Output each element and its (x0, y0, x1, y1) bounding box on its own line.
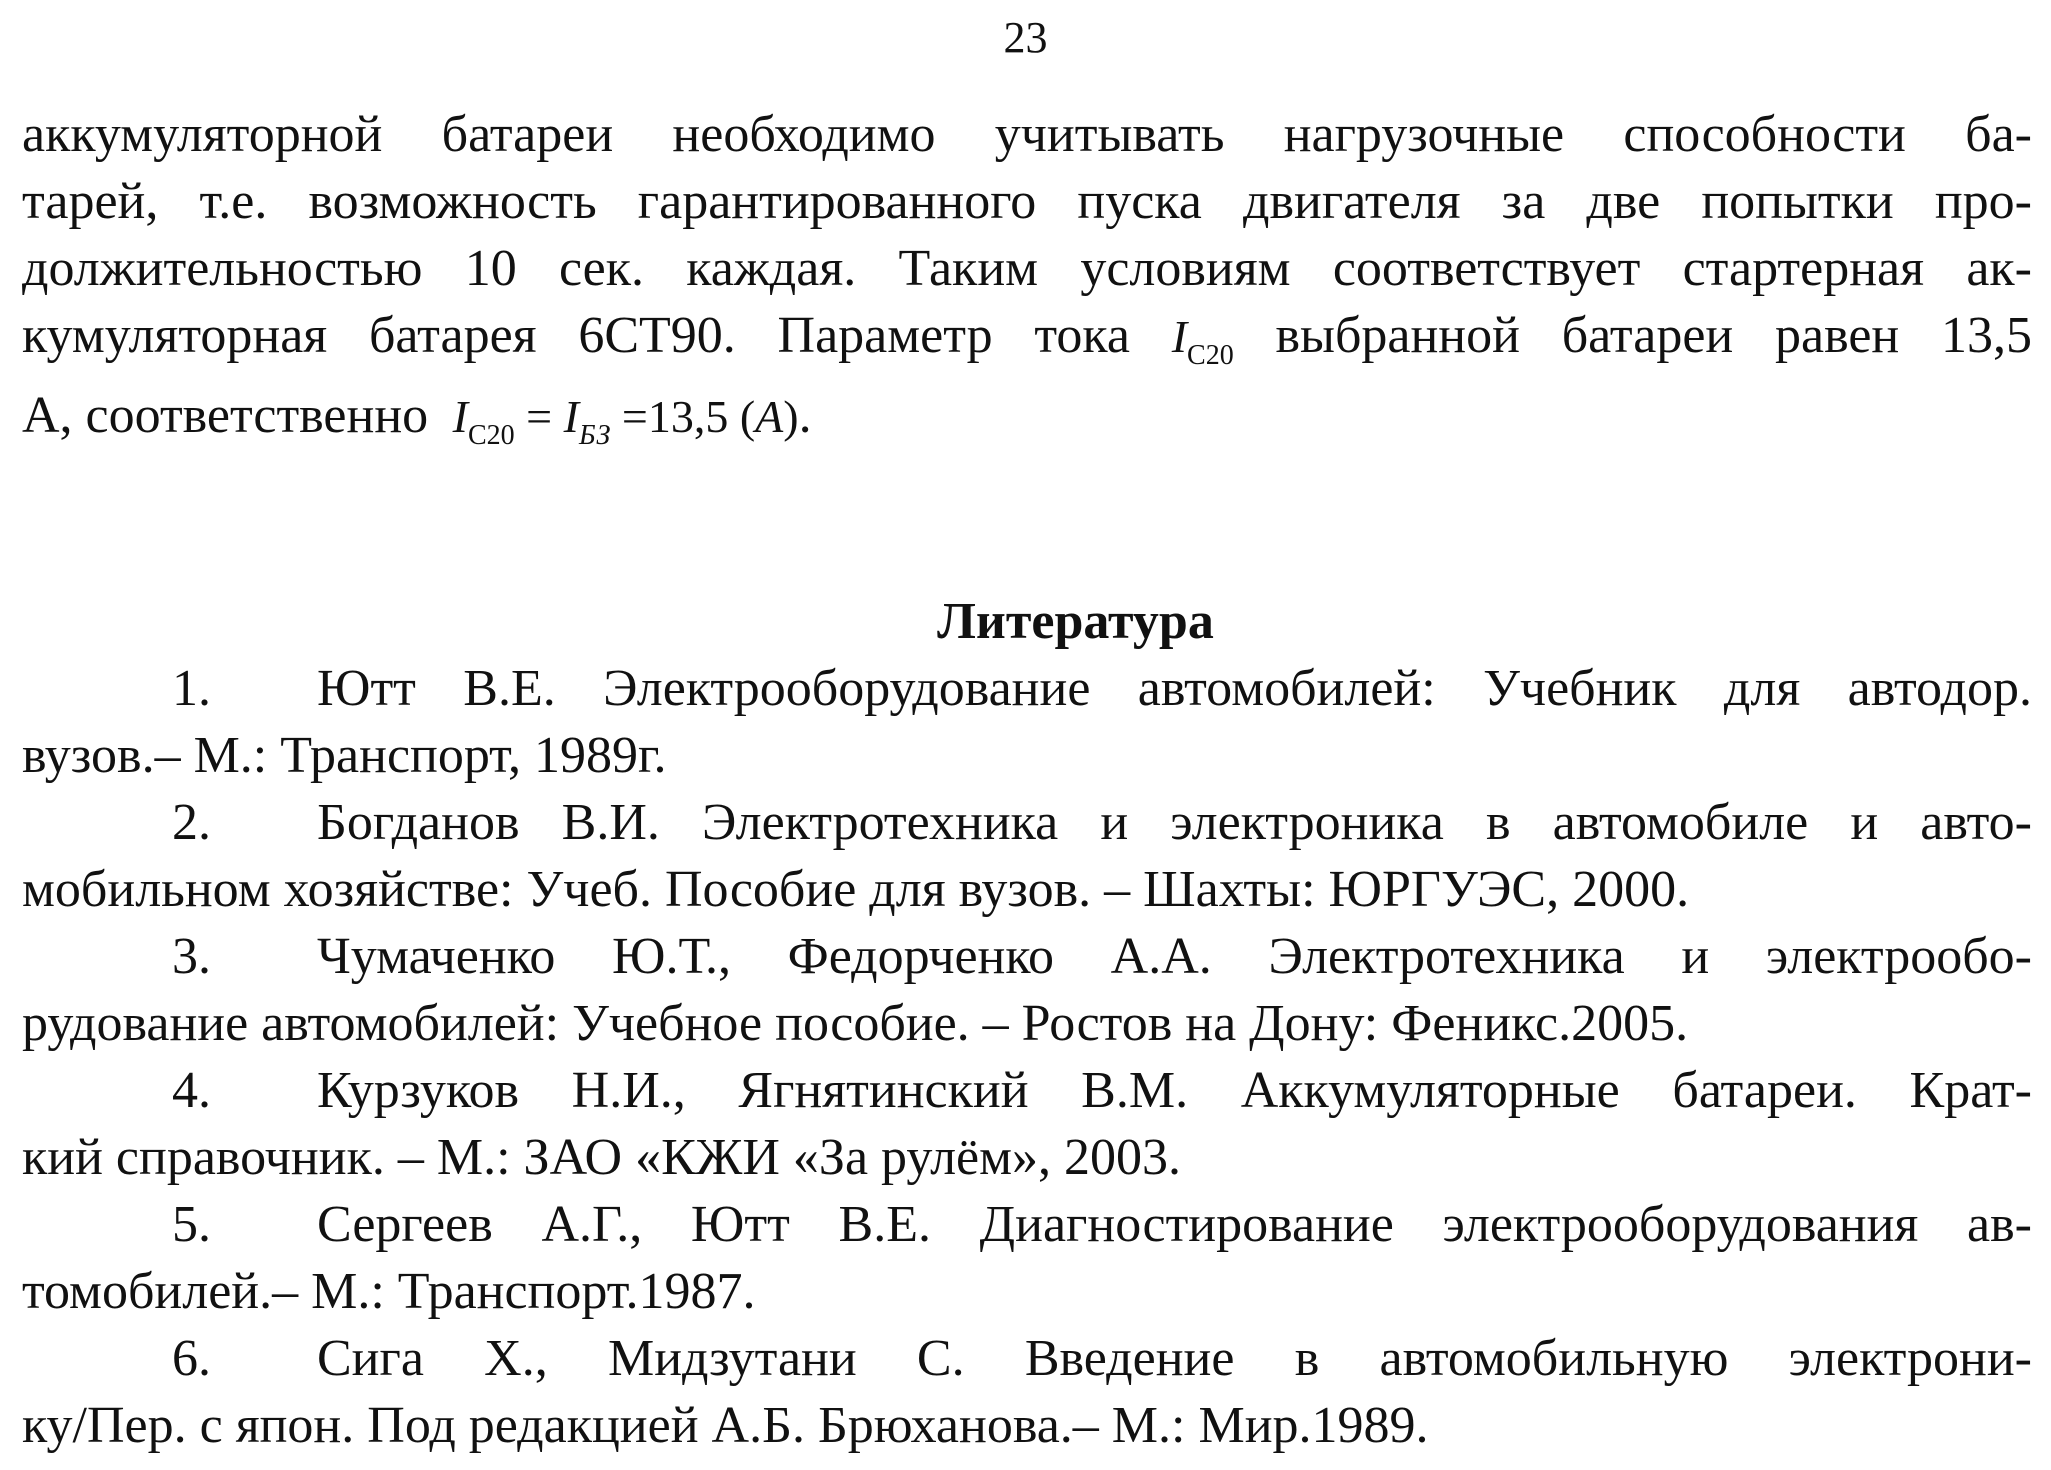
page-number: 23 (1003, 13, 1048, 62)
reference-number: 6. (172, 1330, 211, 1387)
reference-line (22, 1325, 2032, 1392)
references-list (22, 655, 2032, 1459)
math-variable: I (452, 391, 468, 442)
body-paragraph (22, 101, 2032, 450)
paragraph-text: А, соответственно (22, 387, 429, 444)
reference-text: Богданов В.И. Электротехника и электроника в автомобиле и авто- (317, 794, 2032, 851)
reference-item (22, 789, 2032, 923)
math-paren: ) (783, 391, 799, 442)
reference-line: кий справочник. – М.: ЗАО «КЖИ «За рулём», 2003. (22, 1129, 1182, 1186)
math-subscript: C20 (1187, 340, 1234, 371)
reference-line: ку/Пер. с япон. Под редакцией А.Б. Брюханова.– М.: Мир.1989. (22, 1397, 1429, 1454)
reference-line (22, 655, 2032, 722)
reference-item (22, 655, 2032, 789)
reference-line (22, 1057, 2032, 1124)
reference-number: 1. (172, 660, 211, 717)
reference-number: 3. (172, 928, 211, 985)
math-unit: A (755, 391, 784, 442)
paragraph-line: аккумуляторной батареи необходимо учитывать нагрузочные способности ба- (22, 106, 2032, 163)
current-symbol-formula (1171, 311, 1234, 371)
paragraph-line-with-formula (22, 302, 2032, 370)
reference-line: рудование автомобилей: Учебное пособие. – Ростов на Дону: Феникс.2005. (22, 995, 1689, 1052)
math-variable: I (1171, 311, 1188, 362)
math-variable: I (563, 391, 579, 442)
math-subscript: БЗ (578, 420, 611, 451)
reference-item (22, 923, 2032, 1057)
math-value: 13,5 (647, 391, 729, 442)
reference-text: Сергеев А.Г., Ютт В.Е. Диагностирование электрооборудования ав- (317, 1196, 2032, 1253)
reference-number: 2. (172, 794, 211, 851)
paragraph-text: выбранной батареи равен 13,5 (1275, 307, 2032, 364)
reference-line: мобильном хозяйстве: Учеб. Пособие для вузов. – Шахты: ЮРГУЭС, 2000. (22, 861, 1690, 918)
paragraph-line: тарей, т.е. возможность гарантированного пуска двигателя за две попытки про- (22, 173, 2032, 230)
math-subscript: C20 (467, 420, 515, 451)
reference-text: Сига Х., Мидзутани С. Введение в автомобильную электрони- (317, 1330, 2032, 1387)
reference-line: томобилей.– М.: Транспорт.1987. (22, 1263, 756, 1320)
paragraph-line-with-equation (22, 382, 2032, 450)
paragraph-text: . (798, 387, 812, 444)
references-heading: Литература (937, 593, 1214, 650)
reference-item (22, 1191, 2032, 1325)
reference-number: 5. (172, 1196, 211, 1253)
math-paren: ( (739, 391, 756, 442)
math-equals: = (526, 391, 553, 442)
reference-text: Ютт В.Е. Электрооборудование автомобилей: Учебник для автодор. (317, 660, 2032, 717)
reference-text: Чумаченко Ю.Т., Федорченко А.А. Электротехника и электрообо- (317, 928, 2032, 985)
math-equals: = (621, 391, 648, 442)
reference-item (22, 1325, 2032, 1459)
reference-line (22, 923, 2032, 990)
reference-text: Курзуков Н.И., Ягнятинский В.М. Аккумуляторные батареи. Крат- (317, 1062, 2032, 1119)
paragraph-text: кумуляторная батарея 6СТ90. Параметр тока (22, 307, 1130, 364)
reference-number: 4. (172, 1062, 211, 1119)
reference-line (22, 1191, 2032, 1258)
reference-line: вузов.– М.: Транспорт, 1989г. (22, 727, 667, 784)
current-equation (441, 391, 799, 451)
paragraph-line: должительностью 10 сек. каждая. Таким условиям соответствует стартерная ак- (22, 240, 2032, 297)
reference-line (22, 789, 2032, 856)
reference-item (22, 1057, 2032, 1191)
